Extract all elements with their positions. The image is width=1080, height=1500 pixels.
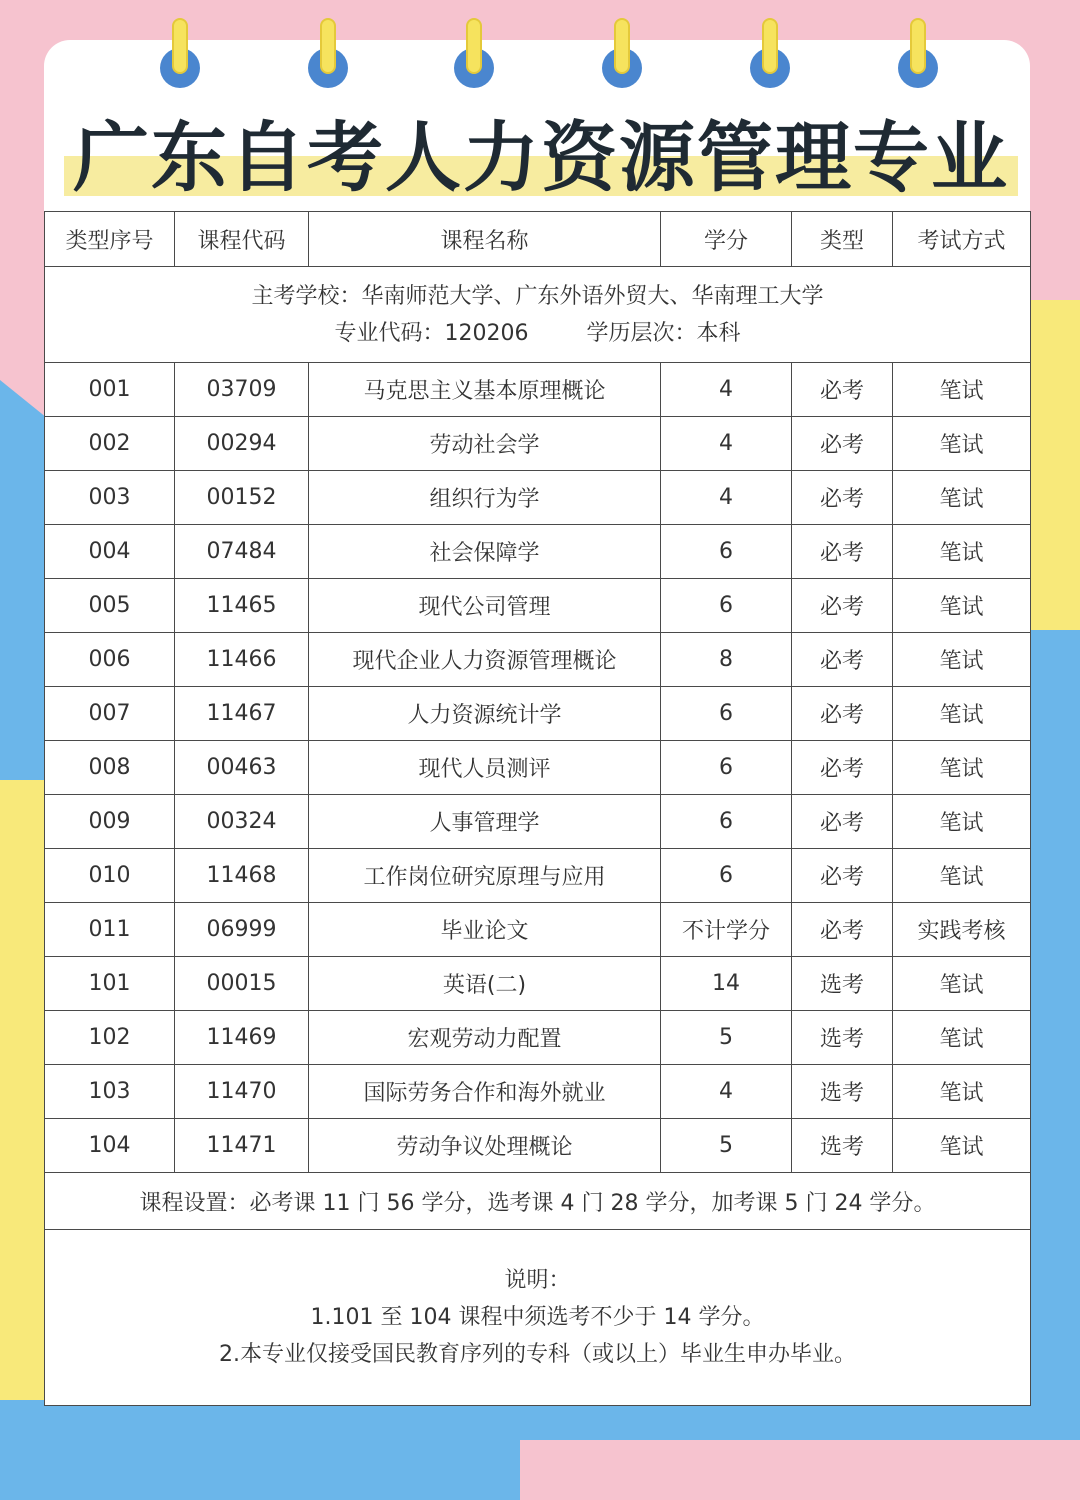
- type-cell: 必考: [792, 849, 893, 903]
- credit-cell: 4: [661, 471, 792, 525]
- exam-method-cell: 实践考核: [893, 903, 1031, 957]
- course-name-cell: 现代企业人力资源管理概论: [309, 633, 661, 687]
- credit-cell: 6: [661, 687, 792, 741]
- credit-cell: 不计学分: [661, 903, 792, 957]
- type-cell: 必考: [792, 471, 893, 525]
- course-name-cell: 工作岗位研究原理与应用: [309, 849, 661, 903]
- table-row: [45, 741, 1031, 795]
- exam-method-cell: 笔试: [893, 363, 1031, 417]
- notes-line: 2.本专业仅接受国民教育序列的专科（或以上）毕业生申办毕业。: [219, 1342, 856, 1367]
- type-number-cell: 011: [45, 903, 175, 957]
- major-code-text: 专业代码：120206: [334, 320, 529, 346]
- table-row: [45, 795, 1031, 849]
- course-code-cell: 03709: [175, 363, 309, 417]
- type-cell: 必考: [792, 795, 893, 849]
- exam-method-cell: 笔试: [893, 1065, 1031, 1119]
- notepad-card: [44, 40, 1030, 1405]
- type-cell: 选考: [792, 1119, 893, 1173]
- course-code-cell: 11468: [175, 849, 309, 903]
- course-name-cell: 马克思主义基本原理概论: [309, 363, 661, 417]
- course-code-cell: 11466: [175, 633, 309, 687]
- type-cell: 选考: [792, 1065, 893, 1119]
- course-name-cell: 组织行为学: [309, 471, 661, 525]
- type-number-cell: 009: [45, 795, 175, 849]
- course-name-cell: 现代人员测评: [309, 741, 661, 795]
- type-cell: 必考: [792, 687, 893, 741]
- title-area: [64, 108, 1018, 208]
- binder-ring-icon: [454, 48, 494, 88]
- type-number-cell: 006: [45, 633, 175, 687]
- course-name-cell: 劳动社会学: [309, 417, 661, 471]
- exam-method-cell: 笔试: [893, 417, 1031, 471]
- type-cell: 必考: [792, 903, 893, 957]
- binder-ring-icon: [898, 48, 938, 88]
- credit-cell: 6: [661, 849, 792, 903]
- course-code-cell: 11470: [175, 1065, 309, 1119]
- course-name-cell: 劳动争议处理概论: [309, 1119, 661, 1173]
- table-row: [45, 687, 1031, 741]
- binder-ring-icon: [750, 48, 790, 88]
- exam-method-cell: 笔试: [893, 1119, 1031, 1173]
- type-number-cell: 004: [45, 525, 175, 579]
- course-name-cell: 现代公司管理: [309, 579, 661, 633]
- summary-text: 课程设置：必考课 11 门 56 学分，选考课 4 门 28 学分，加考课 5 门 24 学分。: [45, 1173, 1031, 1230]
- type-cell: 必考: [792, 579, 893, 633]
- course-name-cell: 英语(二): [309, 957, 661, 1011]
- course-table: [44, 211, 1031, 1406]
- credit-cell: 6: [661, 525, 792, 579]
- course-code-cell: 11471: [175, 1119, 309, 1173]
- credit-cell: 4: [661, 417, 792, 471]
- course-name-cell: 人事管理学: [309, 795, 661, 849]
- exam-method-cell: 笔试: [893, 957, 1031, 1011]
- type-number-cell: 003: [45, 471, 175, 525]
- type-number-cell: 002: [45, 417, 175, 471]
- exam-method-cell: 笔试: [893, 687, 1031, 741]
- type-cell: 必考: [792, 741, 893, 795]
- notes-line: 1.101 至 104 课程中须选考不少于 14 学分。: [310, 1305, 765, 1330]
- course-code-cell: 06999: [175, 903, 309, 957]
- table-row: [45, 417, 1031, 471]
- course-code-cell: 11467: [175, 687, 309, 741]
- exam-method-cell: 笔试: [893, 849, 1031, 903]
- table-row: [45, 1119, 1031, 1173]
- column-header: 类型序号: [45, 212, 175, 267]
- course-code-cell: 00324: [175, 795, 309, 849]
- code-level-line: [45, 315, 1030, 352]
- page-title: 广东自考人力资源管理专业: [73, 113, 1009, 202]
- table-row: [45, 579, 1031, 633]
- notes-row: [45, 1230, 1031, 1406]
- course-code-cell: 00463: [175, 741, 309, 795]
- type-number-cell: 008: [45, 741, 175, 795]
- table-row: [45, 633, 1031, 687]
- column-header: 学分: [661, 212, 792, 267]
- type-cell: 必考: [792, 417, 893, 471]
- notes-heading: 说明：: [504, 1268, 571, 1293]
- credit-cell: 14: [661, 957, 792, 1011]
- exam-method-cell: 笔试: [893, 795, 1031, 849]
- table-row: [45, 1011, 1031, 1065]
- credit-cell: 6: [661, 579, 792, 633]
- type-number-cell: 103: [45, 1065, 175, 1119]
- course-code-cell: 00152: [175, 471, 309, 525]
- exam-method-cell: 笔试: [893, 579, 1031, 633]
- table-row: [45, 957, 1031, 1011]
- course-name-cell: 宏观劳动力配置: [309, 1011, 661, 1065]
- course-name-cell: 人力资源统计学: [309, 687, 661, 741]
- exam-method-cell: 笔试: [893, 525, 1031, 579]
- credit-cell: 5: [661, 1119, 792, 1173]
- binder-ring-icon: [602, 48, 642, 88]
- type-cell: 必考: [792, 633, 893, 687]
- column-header: 课程名称: [309, 212, 661, 267]
- course-code-cell: 07484: [175, 525, 309, 579]
- notes-cell: [45, 1230, 1031, 1406]
- credit-cell: 6: [661, 741, 792, 795]
- credit-cell: 5: [661, 1011, 792, 1065]
- binder-rings: [44, 18, 1030, 108]
- background-yellow-strip-left: [0, 780, 44, 1440]
- info-cell: [45, 267, 1031, 363]
- table-row: [45, 849, 1031, 903]
- summary-row: [45, 1173, 1031, 1230]
- course-code-cell: 00015: [175, 957, 309, 1011]
- table-row: [45, 903, 1031, 957]
- table-row: [45, 363, 1031, 417]
- exam-method-cell: 笔试: [893, 741, 1031, 795]
- type-cell: 选考: [792, 957, 893, 1011]
- table-row: [45, 471, 1031, 525]
- course-code-cell: 00294: [175, 417, 309, 471]
- type-cell: 选考: [792, 1011, 893, 1065]
- type-cell: 必考: [792, 363, 893, 417]
- table-header-row: [45, 212, 1031, 267]
- type-number-cell: 007: [45, 687, 175, 741]
- column-header: 课程代码: [175, 212, 309, 267]
- table-row: [45, 1065, 1031, 1119]
- type-cell: 必考: [792, 525, 893, 579]
- type-number-cell: 104: [45, 1119, 175, 1173]
- course-code-cell: 11465: [175, 579, 309, 633]
- type-number-cell: 010: [45, 849, 175, 903]
- background-blue-strip-bottom: [0, 1400, 1080, 1440]
- course-code-cell: 11469: [175, 1011, 309, 1065]
- column-header: 考试方式: [893, 212, 1031, 267]
- education-level-text: 学历层次：本科: [586, 320, 741, 346]
- credit-cell: 6: [661, 795, 792, 849]
- type-number-cell: 001: [45, 363, 175, 417]
- exam-method-cell: 笔试: [893, 471, 1031, 525]
- info-row: [45, 267, 1031, 363]
- exam-method-cell: 笔试: [893, 1011, 1031, 1065]
- binder-ring-icon: [308, 48, 348, 88]
- binder-ring-icon: [160, 48, 200, 88]
- schools-text: 主考学校：华南师范大学、广东外语外贸大、华南理工大学: [251, 283, 824, 309]
- type-number-cell: 102: [45, 1011, 175, 1065]
- type-number-cell: 101: [45, 957, 175, 1011]
- table-row: [45, 525, 1031, 579]
- exam-method-cell: 笔试: [893, 633, 1031, 687]
- credit-cell: 8: [661, 633, 792, 687]
- course-name-cell: 国际劳务合作和海外就业: [309, 1065, 661, 1119]
- course-name-cell: 毕业论文: [309, 903, 661, 957]
- course-name-cell: 社会保障学: [309, 525, 661, 579]
- credit-cell: 4: [661, 363, 792, 417]
- type-number-cell: 005: [45, 579, 175, 633]
- column-header: 类型: [792, 212, 893, 267]
- credit-cell: 4: [661, 1065, 792, 1119]
